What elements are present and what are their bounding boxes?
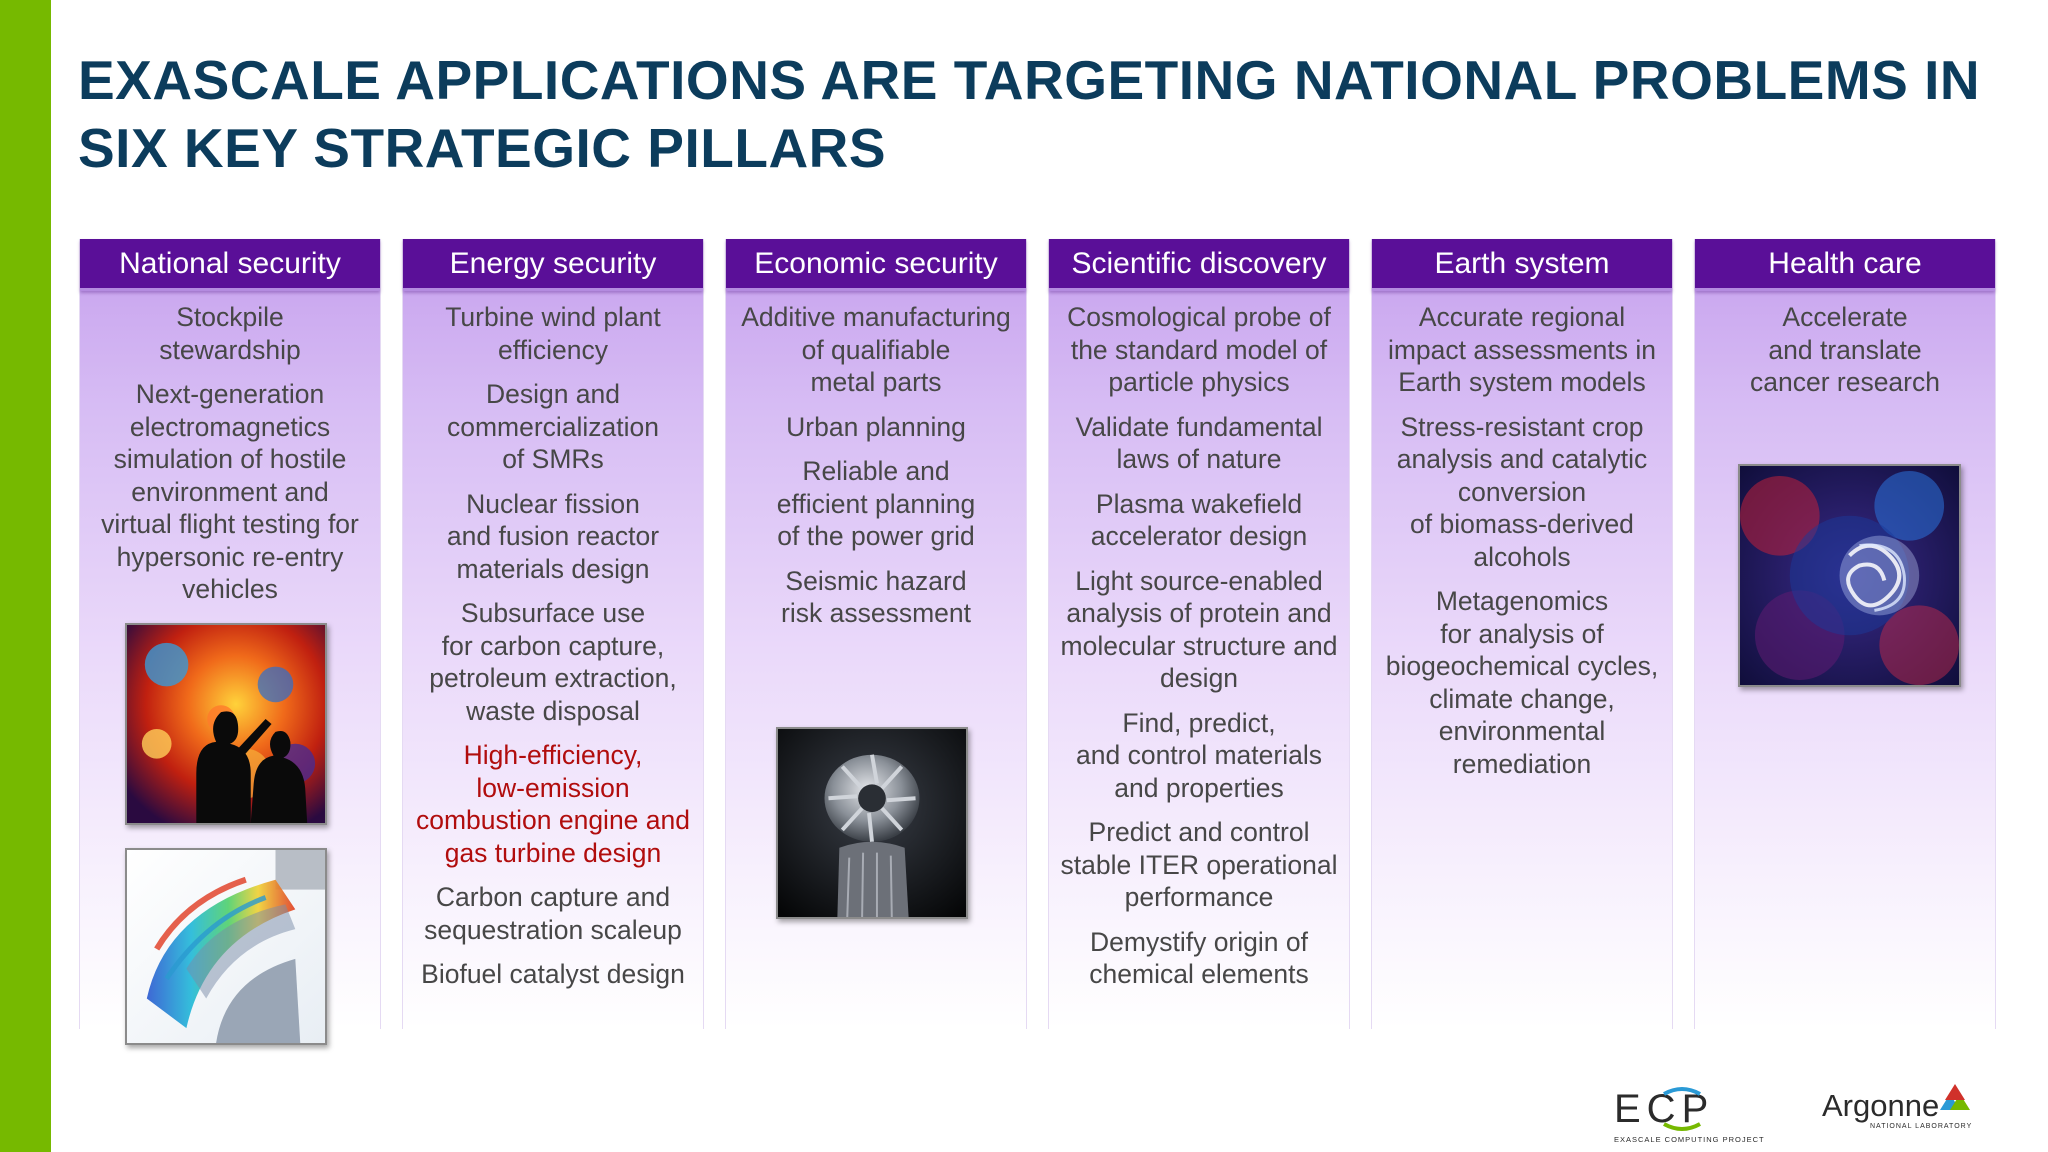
pillar-header: Scientific discovery <box>1049 239 1349 291</box>
accent-bar <box>0 0 51 1152</box>
pillar-items <box>1372 291 1672 780</box>
pillar-scientific-discovery <box>1049 239 1349 1029</box>
pillar-item: Cosmological probe of the standard model of particle physics <box>1067 302 1331 397</box>
argonne-logo-subtitle: NATIONAL LABORATORY <box>1870 1123 1973 1130</box>
pillar-item: Biofuel catalyst design <box>421 959 685 989</box>
pillar-header: National security <box>80 239 380 291</box>
pillars-container <box>80 239 1999 1029</box>
pillar-item: Turbine wind plant efficiency <box>445 302 661 365</box>
pillar-item: Additive manufacturing of qualifiable metal parts <box>741 302 1011 397</box>
pillar-item: Demystify origin of chemical elements <box>1089 926 1309 989</box>
pillar-item: Light source-enabled analysis of protein and molecular structure and design <box>1060 565 1338 693</box>
pillar-header: Economic security <box>726 239 1026 291</box>
pillar-item: Carbon capture and sequestration scaleup <box>424 882 682 945</box>
pillar-item: Seismic hazard risk assessment <box>781 565 971 628</box>
pillar-items <box>80 291 380 606</box>
pillar-items <box>403 291 703 991</box>
visualization-wall-image <box>125 623 327 825</box>
pillar-items <box>726 291 1026 630</box>
pillar-item: Next-generation electromagnetics simulation of hostile environment and virtual flight testing for hypersonic re-entry vehicles <box>101 379 359 604</box>
pillar-item: Subsurface use for carbon capture, petroleum extraction, waste disposal <box>429 598 677 726</box>
slide-title: EXASCALE APPLICATIONS ARE TARGETING NATIONAL PROBLEMS IN SIX KEY STRATEGIC PILLARS <box>78 49 1981 179</box>
pillar-item: Reliable and efficient planning of the power grid <box>776 456 976 551</box>
pillar-header: Health care <box>1695 239 1995 291</box>
pillar-item: High-efficiency, low-emission combustion engine and gas turbine design <box>415 740 691 868</box>
pillar-item: Metagenomics for analysis of biogeochemical cycles, climate change, environmental remediation <box>1385 586 1659 779</box>
pillar-item: Nuclear fission and fusion reactor materials design <box>446 488 660 584</box>
ecp-logo <box>1612 1080 1776 1146</box>
ecp-logo-text: ECP <box>1614 1087 1715 1131</box>
pillar-earth-system <box>1372 239 1672 1029</box>
pillar-header: Earth system <box>1372 239 1672 291</box>
turbine-simulation-image <box>125 848 327 1045</box>
pillar-header: Energy security <box>403 239 703 291</box>
pillar-item: Stockpile stewardship <box>159 302 301 365</box>
pillar-items <box>1049 291 1349 991</box>
argonne-logo <box>1822 1082 1982 1134</box>
pillar-item: Validate fundamental laws of nature <box>1075 411 1323 474</box>
pillar-item: Plasma wakefield accelerator design <box>1090 488 1308 551</box>
pillar-item: Find, predict, and control materials and properties <box>1076 707 1322 803</box>
metal-part-image <box>776 727 968 919</box>
pillar-items <box>1695 291 1995 399</box>
pillar-energy-security <box>403 239 703 1029</box>
pillar-item: Predict and control stable ITER operational performance <box>1060 817 1338 912</box>
pillar-item: Urban planning <box>786 411 966 442</box>
ecp-logo-subtitle: EXASCALE COMPUTING PROJECT <box>1614 1135 1765 1144</box>
protein-structure-image <box>1738 464 1961 687</box>
pillar-item: Accurate regional impact assessments in Earth system models <box>1387 302 1657 397</box>
pillar-item: Stress-resistant crop analysis and catalytic conversion of biomass-derived alcohols <box>1396 411 1648 572</box>
pillar-item: Accelerate and translate cancer research <box>1749 302 1940 397</box>
pillar-item: Design and commercialization of SMRs <box>446 379 660 474</box>
argonne-logo-text: Argonne <box>1822 1088 1940 1123</box>
